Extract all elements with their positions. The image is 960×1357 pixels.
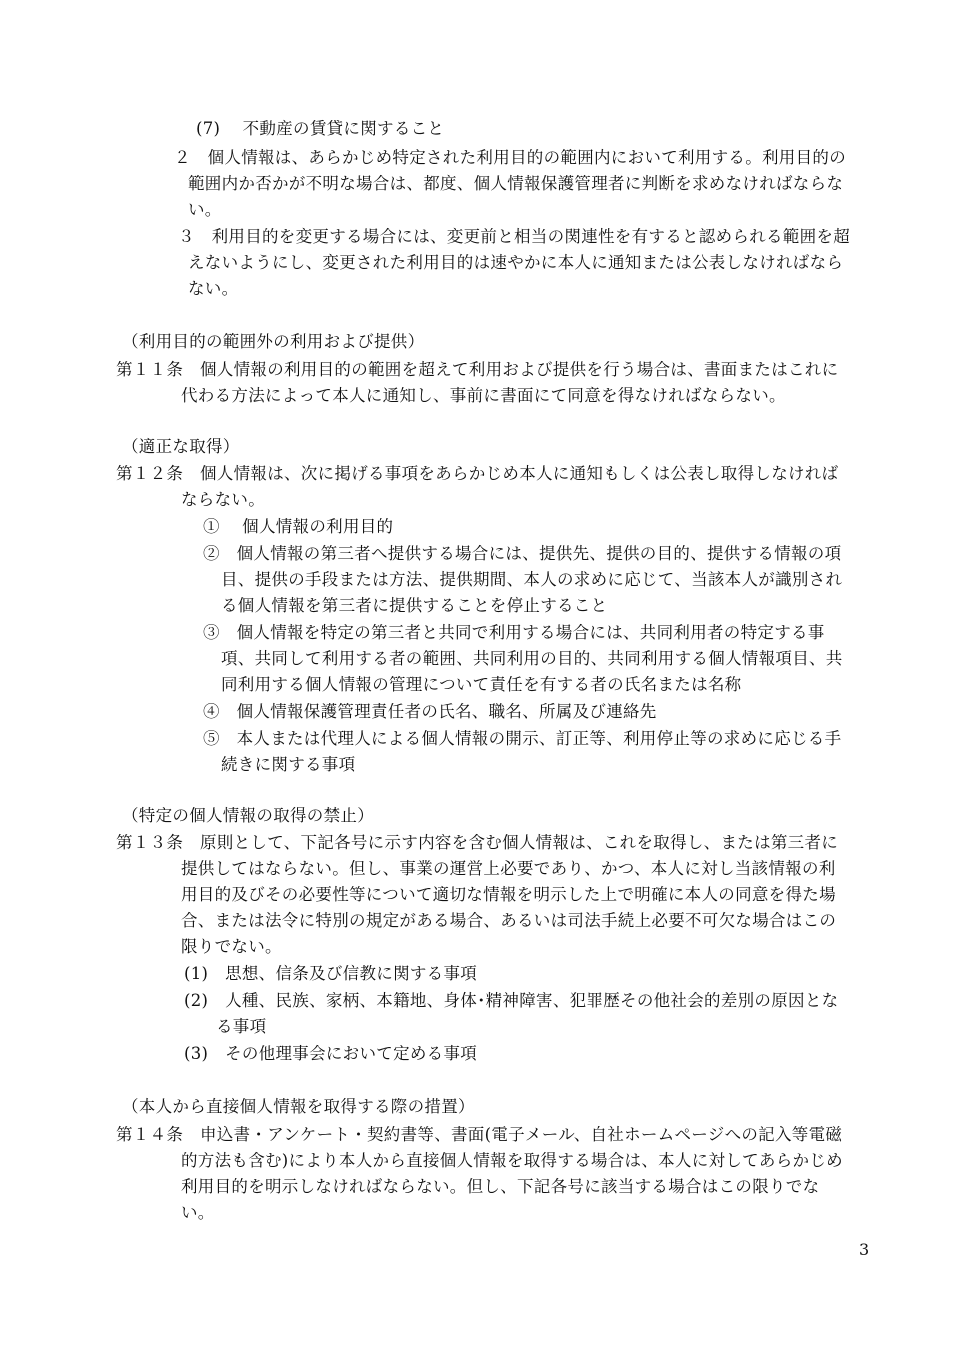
text-line: (1) 思想、信条及び信教に関する事項: [184, 964, 478, 983]
text-line: 的方法も含む)により本人から直接個人情報を取得する場合は、本人に対してあらかじめ: [181, 1151, 843, 1170]
text-line: ない。: [188, 279, 239, 298]
text-line: 続きに関する事項: [221, 755, 356, 774]
text-line: ２ 個人情報は、あらかじめ特定された利用目的の範囲内において利用する。利用目的の: [174, 148, 846, 167]
text-line: ③ 個人情報を特定の第三者と共同で利用する場合には、共同利用者の特定する事: [203, 623, 825, 642]
text-line: 代わる方法によって本人に通知し、事前に書面にて同意を得なければならない。: [181, 386, 786, 405]
text-line: 提供してはならない。但し、事業の運営上必要であり、かつ、本人に対し当該情報の利: [181, 859, 836, 878]
text-line: 利用目的を明示しなければならない。但し、下記各号に該当する場合はこの限りでな: [181, 1177, 820, 1196]
text-line: 第１１条 個人情報の利用目的の範囲を超えて利用および提供を行う場合は、書面またはこれに: [116, 360, 839, 379]
text-line: （適正な取得）: [122, 437, 240, 456]
text-line: (7) 不動産の賃貸に関すること: [196, 119, 445, 138]
text-line: （特定の個人情報の取得の禁止）: [122, 806, 374, 825]
text-line: 限りでない。: [181, 937, 282, 956]
text-line: 用目的及びその必要性等について適切な情報を明示した上で明確に本人の同意を得た場: [181, 885, 836, 904]
text-line: 同利用する個人情報の管理について責任を有する者の氏名または名称: [221, 675, 742, 694]
text-line: ならない。: [181, 490, 265, 509]
text-line: る個人情報を第三者に提供することを停止すること: [221, 596, 608, 615]
text-line: い。: [188, 200, 222, 219]
text-line: い。: [181, 1203, 215, 1222]
text-line: 第１３条 原則として、下記各号に示す内容を含む個人情報は、これを取得し、または第三者に: [116, 833, 839, 852]
text-line: 項、共同して利用する者の範囲、共同利用の目的、共同利用する個人情報項目、共: [221, 649, 843, 668]
text-line: ⑤ 本人または代理人による個人情報の開示、訂正等、利用停止等の求めに応じる手: [203, 729, 842, 748]
text-line: （本人から直接個人情報を取得する際の措置）: [122, 1097, 475, 1116]
text-line: ３ 利用目的を変更する場合には、変更前と相当の関連性を有すると認められる範囲を超: [178, 227, 850, 246]
text-line: （利用目的の範囲外の利用および提供）: [122, 332, 425, 351]
text-line: (2) 人種、民族、家柄、本籍地、身体･精神障害、犯罪歴その他社会的差別の原因とな: [184, 991, 839, 1010]
text-line: ① 個人情報の利用目的: [203, 517, 394, 536]
text-line: 第１４条 申込書・アンケート・契約書等、書面(電子メール、自社ホームページへの記入等電磁: [116, 1125, 843, 1144]
text-line: 目、提供の手段または方法、提供期間、本人の求めに応じて、当該本人が識別され: [221, 570, 843, 589]
text-line: る事項: [216, 1017, 267, 1036]
text-line: (3) その他理事会において定める事項: [184, 1044, 478, 1063]
text-line: ④ 個人情報保護管理責任者の氏名、職名、所属及び連絡先: [203, 702, 657, 721]
text-line: 範囲内か否かが不明な場合は、都度、個人情報保護管理者に判断を求めなければならな: [188, 174, 844, 193]
page-number: 3: [859, 1240, 870, 1259]
text-line: ② 個人情報の第三者へ提供する場合には、提供先、提供の目的、提供する情報の項: [203, 544, 842, 563]
text-line: 第１２条 個人情報は、次に掲げる事項をあらかじめ本人に通知もしくは公表し取得しなければ: [116, 464, 839, 483]
text-line: 合、または法令に特別の規定がある場合、あるいは司法手続上必要不可欠な場合はこの: [181, 911, 837, 930]
text-line: えないようにし、変更された利用目的は速やかに本人に通知または公表しなければなら: [188, 253, 844, 272]
